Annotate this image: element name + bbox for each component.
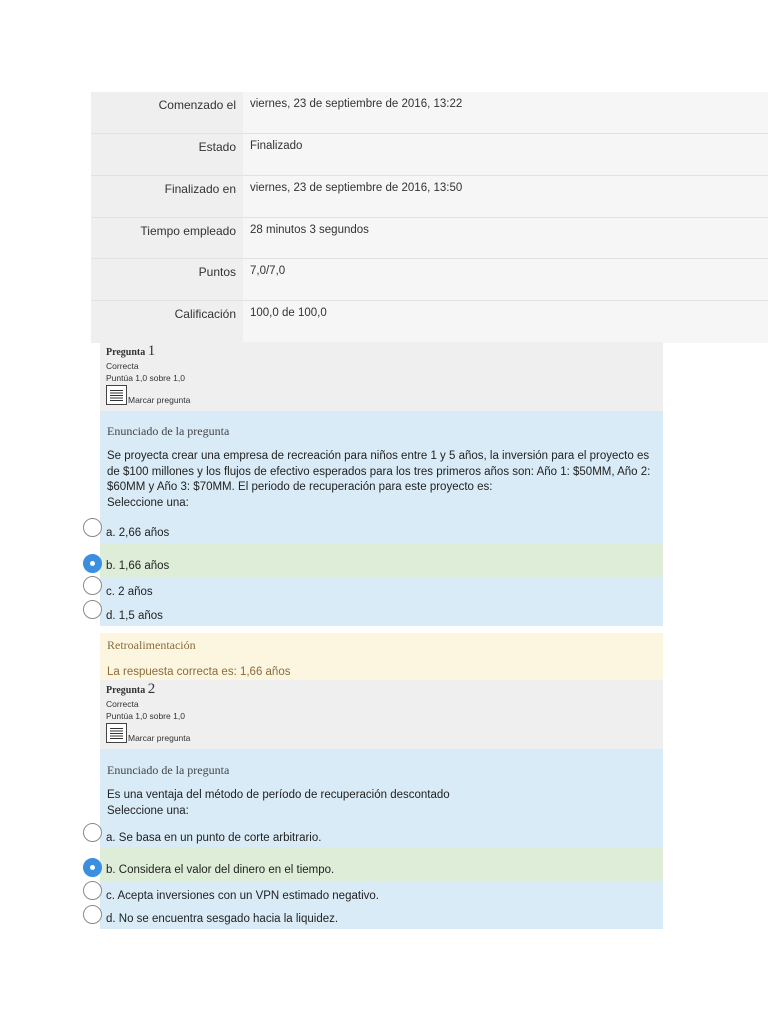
radio-option-c[interactable] [83, 576, 102, 595]
radio-option-b[interactable] [83, 554, 102, 573]
question-prompt: Seleccione una: [107, 496, 189, 509]
question-text: Es una ventaja del método de período de recuperación descontado [107, 789, 450, 801]
summary-value: 7,0/7,0 [243, 259, 768, 300]
answer-option[interactable] [100, 577, 663, 601]
answer-option-label[interactable]: d. 1,5 años [106, 609, 163, 622]
summary-label: Puntos [91, 259, 243, 300]
answer-option-label[interactable]: a. 2,66 años [106, 527, 170, 539]
answer-option-correct[interactable] [100, 847, 663, 881]
question-state: Correcta [106, 699, 139, 709]
question-title-word: Pregunta [106, 347, 146, 358]
summary-label: Calificación [91, 301, 243, 343]
flag-icon[interactable] [106, 385, 127, 405]
radio-option-d[interactable] [83, 905, 102, 924]
summary-value: Finalizado [243, 134, 768, 175]
answer-option-label[interactable]: b. 1,66 años [106, 560, 170, 572]
question-2-content [100, 749, 663, 825]
question-number: 2 [147, 681, 156, 697]
question-2-info [100, 680, 663, 749]
answer-option-label[interactable]: c. Acepta inversiones con un VPN estimado negativo. [106, 890, 379, 902]
flag-label[interactable]: Marcar pregunta [128, 395, 191, 405]
summary-label: Comenzado el [91, 92, 243, 133]
answer-option-label[interactable]: a. Se basa en un punto de corte arbitrario. [106, 831, 322, 844]
summary-row-grade [91, 301, 768, 343]
question-1-feedback [100, 633, 663, 680]
question-text: Se proyecta crear una empresa de recreación para niños entre 1 y 5 años, la inversión para el proyecto es de $100 millones y los flujos de efectivo esperados para los tres primeros años son: Año 1: $50MM, Año 2: $60MM y Año 3: $70MM. El periodo de recuperación para este proyecto es: [107, 450, 651, 493]
feedback-heading: Retroalimentación [107, 638, 196, 652]
question-1-content [100, 411, 663, 519]
summary-label: Finalizado en [91, 176, 243, 217]
question-text-heading: Enunciado de la pregunta [107, 763, 230, 777]
flag-question-control[interactable] [106, 723, 663, 743]
question-title [106, 344, 663, 360]
question-title [106, 682, 663, 698]
summary-value: 28 minutos 3 segundos [243, 218, 768, 259]
answer-option[interactable] [100, 825, 663, 847]
answer-option[interactable] [100, 881, 663, 905]
summary-value: 100,0 de 100,0 [243, 301, 768, 343]
radio-option-c[interactable] [83, 881, 102, 900]
question-1-info [100, 342, 663, 411]
summary-row-started [91, 92, 768, 134]
question-state: Correcta [106, 361, 139, 371]
answer-option-correct[interactable] [100, 543, 663, 577]
question-title-word: Pregunta [106, 685, 146, 696]
answer-option-label[interactable]: b. Considera el valor del dinero en el tiempo. [106, 864, 335, 876]
radio-option-a[interactable] [83, 518, 102, 537]
question-number: 1 [147, 343, 156, 359]
answer-option-label[interactable]: d. No se encuentra sesgado hacia la liquidez. [106, 913, 339, 925]
radio-option-b[interactable] [83, 858, 102, 877]
answer-option[interactable] [100, 905, 663, 929]
flag-label[interactable]: Marcar pregunta [128, 733, 191, 743]
answer-option-label[interactable]: c. 2 años [106, 586, 153, 598]
summary-value: viernes, 23 de septiembre de 2016, 13:22 [243, 92, 768, 133]
question-text-heading: Enunciado de la pregunta [107, 424, 230, 438]
summary-label: Estado [91, 134, 243, 175]
radio-option-a[interactable] [83, 823, 102, 842]
summary-row-points [91, 259, 768, 301]
summary-row-finished [91, 176, 768, 218]
summary-row-status [91, 134, 768, 176]
answer-option[interactable] [100, 601, 663, 626]
attempt-summary-table [91, 92, 768, 343]
flag-question-control[interactable] [106, 385, 663, 405]
question-grade: Puntúa 1,0 sobre 1,0 [106, 373, 185, 383]
question-grade: Puntúa 1,0 sobre 1,0 [106, 711, 185, 721]
answer-option[interactable] [100, 519, 663, 543]
summary-value: viernes, 23 de septiembre de 2016, 13:50 [243, 176, 768, 217]
summary-label: Tiempo empleado [91, 218, 243, 259]
radio-option-d[interactable] [83, 600, 102, 619]
flag-icon[interactable] [106, 723, 127, 743]
question-prompt: Seleccione una: [107, 804, 189, 817]
summary-row-time-taken [91, 218, 768, 260]
feedback-text: La respuesta correcta es: 1,66 años [107, 666, 291, 678]
